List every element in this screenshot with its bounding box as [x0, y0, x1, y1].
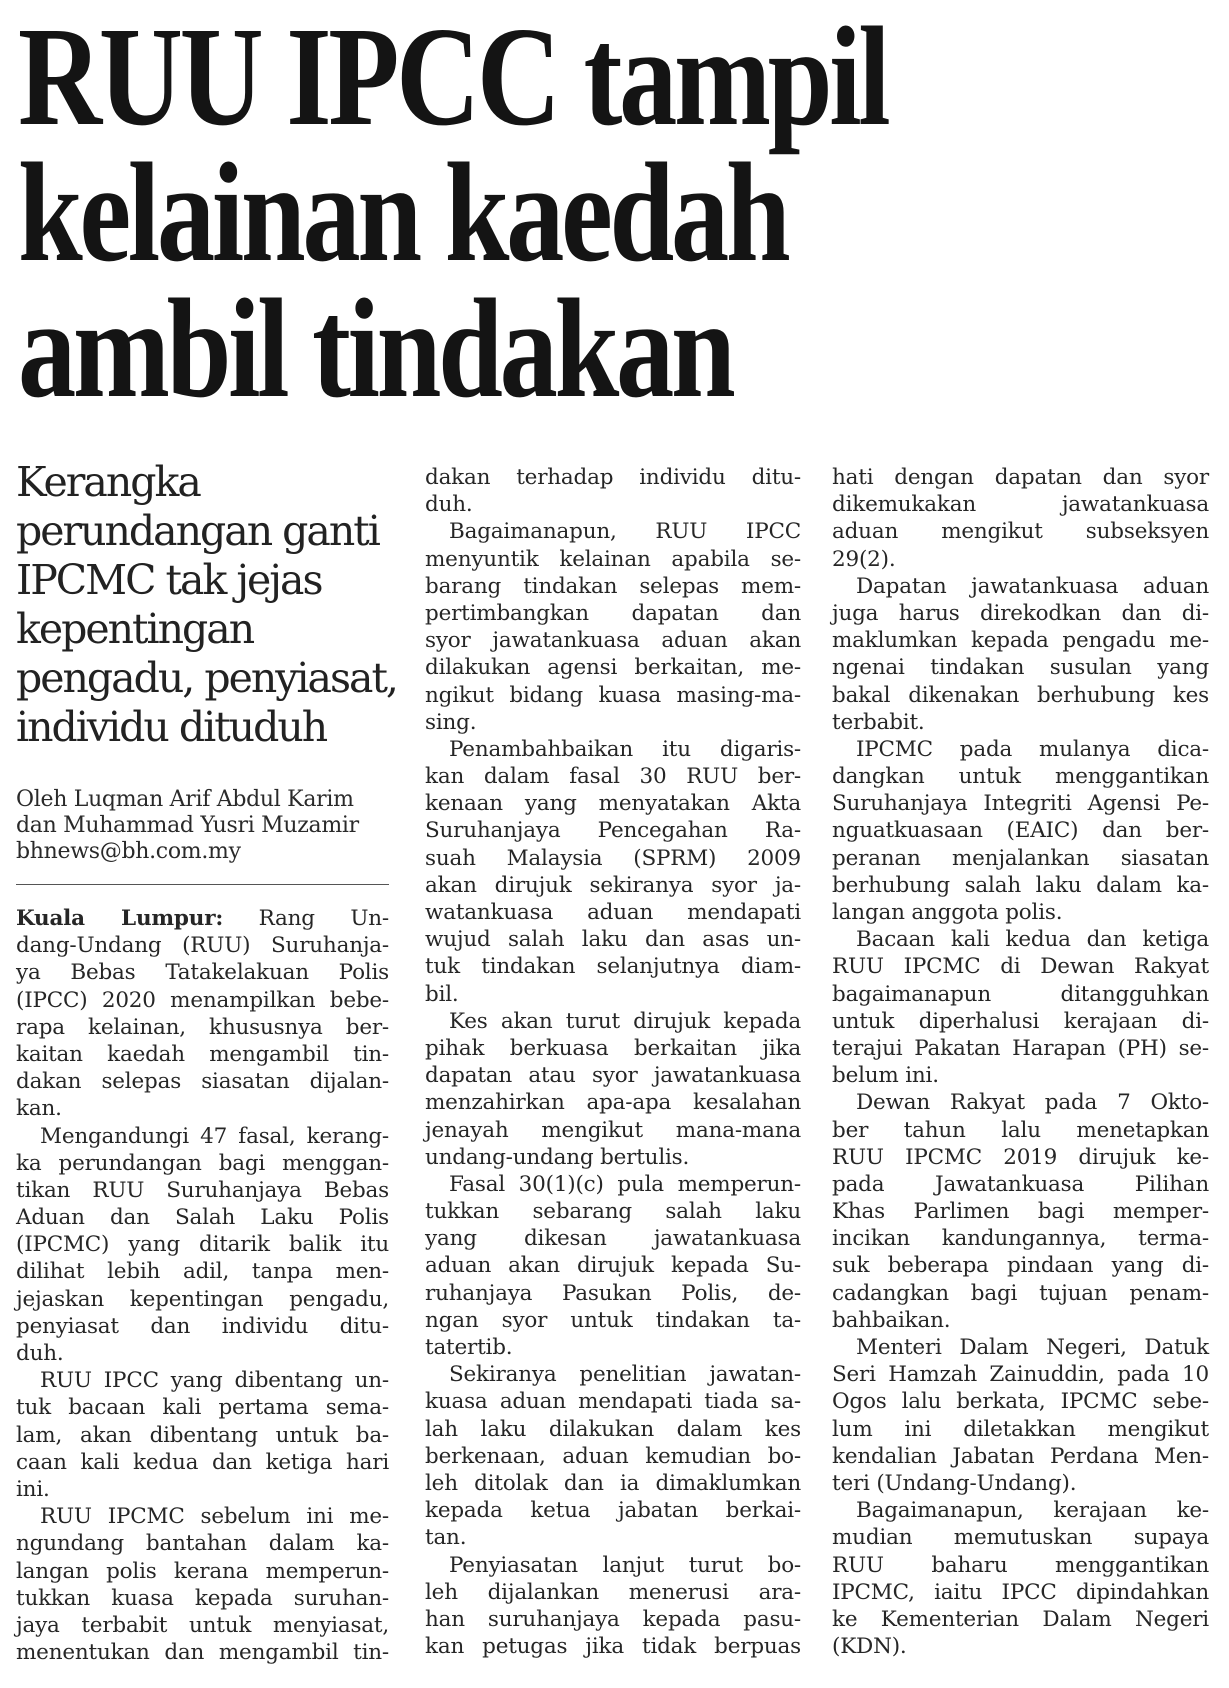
headline-line: ambil tindakan: [18, 269, 733, 427]
body-text-line: jenayah mengikut mana-mana: [425, 1117, 801, 1143]
body-text-line: pihak berkuasa berkaitan jika: [425, 1035, 801, 1061]
body-text-line: peranan menjalankan siasatan: [832, 845, 1209, 871]
body-text-line: (KDN).: [832, 1634, 907, 1660]
body-text-line: ka perundangan bagi menggan-: [16, 1150, 389, 1176]
body-text-line: lum ini diletakkan mengikut: [832, 1416, 1209, 1442]
body-text-line: bil.: [425, 981, 459, 1007]
body-text-line: akan dirujuk sekiranya syor ja-: [425, 872, 801, 898]
body-text-line: ngenai tindakan susulan yang: [832, 655, 1209, 681]
body-text-line: juga harus direkodkan dan di-: [832, 600, 1209, 626]
headline: [18, 0, 1002, 427]
body-text-line: hati dengan dapatan dan syor: [832, 465, 1209, 490]
body-text-line: berhubung salah laku dalam ka-: [832, 872, 1209, 898]
body-text-line: Seri Hamzah Zainuddin, pada 10: [832, 1362, 1209, 1388]
body-text-line: RUU IPCMC 2019 dirujuk ke-: [832, 1144, 1209, 1170]
body-text-line: terbabit.: [832, 709, 925, 735]
body-text-line: duh.: [425, 492, 473, 518]
body-text-line: ngundang bantahan dalam ka-: [16, 1531, 389, 1557]
body-text-line: suk beberapa pindaan yang di-: [832, 1253, 1209, 1279]
body-text-line: Bagaimanapun, RUU IPCC: [449, 519, 801, 545]
body-text-line: Khas Parlimen bagi memper-: [832, 1199, 1209, 1225]
body-text-line: suah Malaysia (SPRM) 2009: [425, 845, 801, 871]
body-text-line: ber tahun lalu menetapkan: [832, 1117, 1209, 1143]
body-text-line: belum ini.: [832, 1063, 939, 1089]
body-text-line: teri (Undang-Undang).: [832, 1470, 1077, 1496]
body-text-line: yang dikesan jawatankuasa: [425, 1226, 801, 1252]
body-text-line: tikan RUU Suruhanjaya Bebas: [16, 1177, 389, 1203]
body-text-line: menentukan dan mengambil tin-: [16, 1640, 389, 1666]
body-text-line: kepada ketua jabatan berkai-: [425, 1498, 801, 1524]
body-text-line: ke Kementerian Dalam Negeri: [832, 1606, 1209, 1632]
body-text-line: dapatan atau syor jawatankuasa: [425, 1063, 801, 1089]
deck-line: individu dituduh: [16, 703, 327, 751]
body-text-line: syor jawatankuasa aduan akan: [425, 628, 801, 654]
body-text-line: ngan syor untuk tindakan ta-: [425, 1307, 801, 1333]
deck-line: Kerangka: [16, 458, 200, 506]
body-text-line: aduan akan dirujuk kepada Su-: [425, 1253, 801, 1279]
body-text-line: dangkan untuk menggantikan: [832, 764, 1209, 790]
body-text-line: tatertib.: [425, 1335, 513, 1360]
body-text-line: tukkan sebarang salah laku: [425, 1199, 801, 1225]
body-text-line: (IPCMC) yang ditarik balik itu: [16, 1232, 389, 1258]
body-text-line: jejaskan kepentingan pengadu,: [16, 1286, 389, 1312]
body-text-fragment: Rang Un-: [258, 906, 390, 931]
body-text-line: aduan mengikut subseksyen: [832, 519, 1209, 545]
body-column-2: [425, 464, 801, 1660]
body-text-line: langan polis kerana memperun-: [16, 1558, 389, 1584]
dateline: Kuala Lumpur:: [16, 906, 224, 931]
body-text-line: kan.: [16, 1096, 62, 1122]
body-text-line: kaitan kaedah mengambil tin-: [16, 1041, 389, 1067]
body-text-line: penyiasat dan individu ditu-: [16, 1313, 389, 1339]
body-text-line: jaya terbabit untuk menyiasat,: [16, 1612, 389, 1638]
body-text-line: Kes akan turut dirujuk kepada: [449, 1008, 801, 1034]
body-text-line: RUU baharu menggantikan: [832, 1552, 1209, 1578]
body-text-line: bagaimanapun ditangguhkan: [832, 981, 1209, 1007]
byline-authors-line-2: dan Muhammad Yusri Muzamir: [16, 813, 359, 838]
headline-line: RUU IPCC tampil: [18, 0, 888, 155]
body-text-line: Aduan dan Salah Laku Polis: [16, 1205, 389, 1231]
body-text-line: kan petugas jika tidak berpuas: [425, 1634, 801, 1660]
body-text-line: Ogos lalu berkata, IPCMC sebe-: [832, 1389, 1209, 1415]
headline-line: kelainan kaedah: [18, 133, 788, 291]
body-text-line: incikan kandungannya, terma-: [832, 1226, 1209, 1252]
body-text-line: leh ditolak dan ia dimaklumkan: [425, 1470, 801, 1496]
body-text-line: undang-undang bertulis.: [425, 1144, 690, 1170]
body-text-line: Penyiasatan lanjut turut bo-: [449, 1552, 801, 1578]
body-text-line: Fasal 30(1)(c) pula memperun-: [449, 1171, 801, 1197]
body-text-line: pertimbangkan dapatan dan: [425, 600, 801, 626]
body-text-line: menyuntik kelainan apabila se-: [425, 546, 801, 572]
body-text-line: kan dalam fasal 30 RUU ber-: [425, 764, 801, 790]
body-text-line: bakal dikenakan berhubung kes: [832, 682, 1209, 708]
body-text-line: dilihat lebih adil, tanpa men-: [16, 1259, 389, 1285]
byline-email: bhnews@bh.com.my: [16, 839, 241, 864]
body-text-line: dang-Undang (RUU) Suruhanja-: [16, 933, 389, 959]
body-text-line: menzahirkan apa-apa kesalahan: [425, 1090, 801, 1116]
body-text-line: IPCMC, iaitu IPCC dipindahkan: [832, 1579, 1209, 1605]
byline-divider: [16, 884, 389, 885]
body-text-line: lam, akan dibentang untuk ba-: [16, 1422, 389, 1448]
body-text-line: Sekiranya penelitian jawatan-: [449, 1362, 801, 1388]
body-text-line: dikemukakan jawatankuasa: [832, 492, 1209, 518]
body-text-line: caan kali kedua dan ketiga hari: [16, 1449, 389, 1475]
body-text-line: RUU IPCC yang dibentang un-: [40, 1368, 389, 1394]
body-text-line: Suruhanjaya Pencegahan Ra-: [425, 818, 801, 844]
body-text-line: ya Bebas Tatakelakuan Polis: [16, 960, 389, 986]
deck-line: kepentingan: [16, 605, 254, 653]
body-text-line: dakan selepas siasatan dijalan-: [16, 1069, 389, 1095]
body-text-line: mudian memutuskan supaya: [832, 1525, 1209, 1551]
body-column-3: [832, 464, 1209, 1660]
body-text-line: langan anggota polis.: [832, 900, 1063, 925]
body-text-line: duh.: [16, 1341, 64, 1366]
body-text-line: tan.: [425, 1525, 467, 1551]
body-text-line: maklumkan kepada pengadu me-: [832, 628, 1209, 654]
body-text-line: han suruhanjaya kepada pasu-: [425, 1606, 801, 1632]
body-text-line: Bacaan kali kedua dan ketiga: [856, 927, 1209, 953]
byline: [16, 787, 396, 865]
body-text-line: Bagaimanapun, kerajaan ke-: [856, 1498, 1209, 1524]
body-text-line: lah laku dilakukan dalam kes: [425, 1416, 801, 1442]
byline-authors-line-1: Oleh Luqman Arif Abdul Karim: [16, 787, 354, 812]
body-text-line: Menteri Dalam Negeri, Datuk: [856, 1335, 1209, 1360]
body-text-line: Suruhanjaya Integriti Agensi Pe-: [832, 791, 1209, 817]
body-text-line: tuk tindakan selanjutnya diam-: [425, 954, 801, 980]
body-text-line: rapa kelainan, khususnya ber-: [16, 1014, 389, 1040]
subheadline-deck: [16, 458, 396, 752]
body-text-line: (IPCC) 2020 menampilkan bebe-: [16, 987, 389, 1013]
body-text-line: tukkan kuasa kepada suruhan-: [16, 1585, 389, 1611]
deck-line: pengadu, penyiasat,: [16, 654, 397, 702]
body-text-line: kendalian Jabatan Perdana Men-: [832, 1443, 1209, 1469]
body-text-line: IPCMC pada mulanya dica-: [856, 736, 1209, 762]
body-text-line: wujud salah laku dan asas un-: [425, 927, 801, 953]
body-text-line: 29(2).: [832, 546, 896, 572]
body-text-line: watankuasa aduan mendapati: [425, 900, 801, 925]
deck-line: perundangan ganti: [16, 507, 379, 555]
body-text-line: dilakukan agensi berkaitan, me-: [425, 655, 801, 681]
body-text-line: [16, 905, 389, 932]
body-column-1: [16, 905, 389, 1666]
body-text-line: RUU IPCMC sebelum ini me-: [40, 1504, 389, 1530]
body-text-line: ngikut bidang kuasa masing-ma-: [425, 682, 801, 708]
body-text-line: Dewan Rakyat pada 7 Okto-: [856, 1090, 1209, 1116]
body-text-line: Dapatan jawatankuasa aduan: [856, 573, 1209, 599]
body-text-line: untuk diperhalusi kerajaan di-: [832, 1008, 1209, 1034]
body-text-line: ruhanjaya Pasukan Polis, de-: [425, 1280, 801, 1306]
body-text-line: bahbaikan.: [832, 1307, 951, 1333]
body-text-line: pada Jawatankuasa Pilihan: [832, 1171, 1209, 1197]
body-text-line: dakan terhadap individu ditu-: [425, 465, 801, 490]
body-text-line: nguatkuasaan (EAIC) dan ber-: [832, 818, 1209, 844]
body-text-line: kuasa aduan mendapati tiada sa-: [425, 1389, 801, 1415]
body-text-line: sing.: [425, 709, 477, 735]
body-text-line: berkenaan, aduan kemudian bo-: [425, 1443, 801, 1469]
deck-line: IPCMC tak jejas: [16, 556, 322, 604]
body-text-line: cadangkan bagi tujuan penam-: [832, 1280, 1209, 1306]
body-text-line: terajui Pakatan Harapan (PH) se-: [832, 1035, 1209, 1061]
body-text-line: kenaan yang menyatakan Akta: [425, 791, 801, 817]
body-text-line: Mengandungi 47 fasal, kerang-: [40, 1123, 389, 1149]
body-text-line: barang tindakan selepas mem-: [425, 573, 801, 599]
body-text-line: tuk bacaan kali pertama sema-: [16, 1395, 389, 1421]
body-text-line: Penambahbaikan itu digaris-: [449, 736, 801, 762]
body-text-line: leh dijalankan menerusi ara-: [425, 1579, 801, 1605]
body-text-line: ini.: [16, 1476, 50, 1502]
body-text-line: RUU IPCMC di Dewan Rakyat: [832, 954, 1209, 980]
